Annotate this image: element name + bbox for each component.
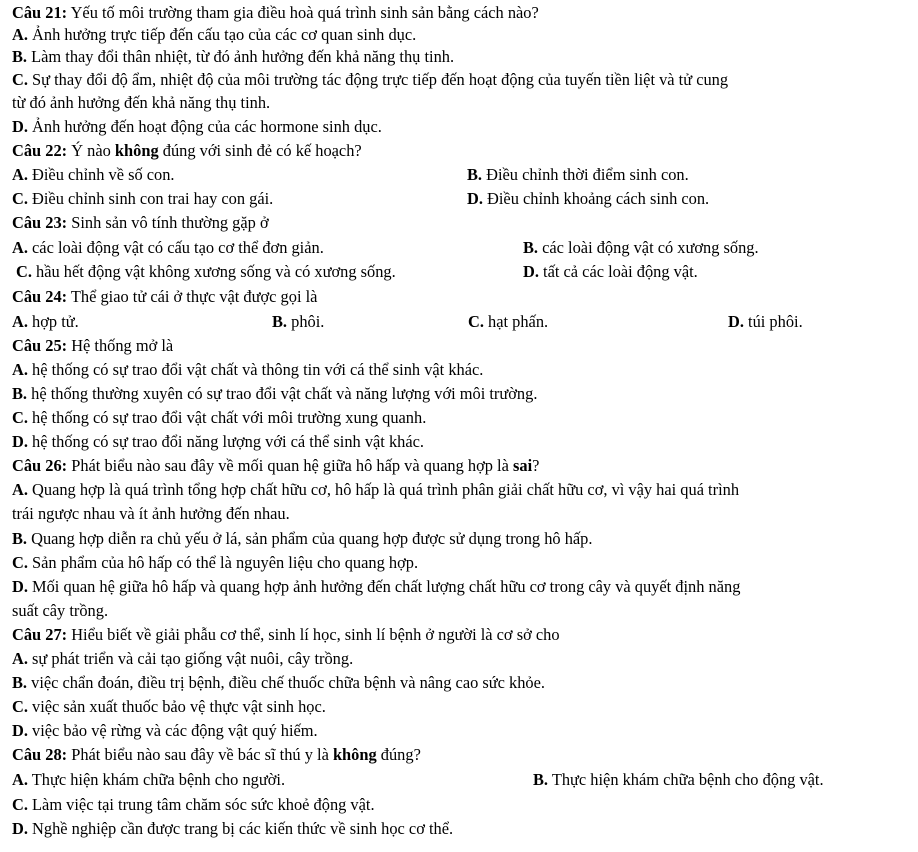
- q24-stem-text: Thể giao tử cái ở thực vật được gọi là: [67, 287, 318, 306]
- option-text: Thực hiện khám chữa bệnh cho người.: [27, 770, 286, 789]
- q21-option-a: [12, 25, 416, 45]
- q24-stem: [12, 287, 317, 307]
- q22-stem-emphasis: không: [114, 141, 159, 160]
- option-label: C.: [16, 262, 32, 281]
- q28-stem-text: Phát biểu nào sau đây về bác sĩ thú y là: [67, 745, 333, 764]
- option-text: hợp tử.: [27, 312, 79, 331]
- option-text: hệ thống có sự trao đổi vật chất và thông tin với cá thể sinh vật khác.: [27, 360, 484, 379]
- option-label: B.: [12, 47, 28, 66]
- option-text: tất cả các loài động vật.: [538, 262, 698, 281]
- option-label: D.: [12, 117, 28, 136]
- q21-option-d: [12, 117, 382, 137]
- q27-option-b: [12, 673, 545, 693]
- q21-option-c: [12, 70, 728, 90]
- q21-option-b: [12, 47, 454, 67]
- option-text: Điều chỉnh khoảng cách sinh con.: [482, 189, 710, 208]
- q25-option-c: [12, 408, 426, 428]
- q21-number: Câu 21:: [12, 3, 68, 22]
- option-label: A.: [12, 649, 28, 668]
- q22-option-b: [467, 165, 689, 185]
- q26-stem-text-end: ?: [532, 456, 540, 475]
- option-label: D.: [12, 819, 28, 838]
- option-label: C.: [12, 795, 28, 814]
- q22-stem: [12, 141, 362, 161]
- option-label: A.: [12, 770, 28, 789]
- option-label: A.: [12, 25, 28, 44]
- q26-stem: [12, 456, 539, 476]
- option-label: C.: [468, 312, 484, 331]
- option-text: Làm thay đổi thân nhiệt, từ đó ảnh hưởng đến khả năng thụ tinh.: [27, 47, 455, 66]
- option-text: hạt phấn.: [483, 312, 549, 331]
- q22-stem-text: Ý nào: [67, 141, 115, 160]
- q27-option-d: [12, 721, 318, 741]
- option-label: D.: [12, 721, 28, 740]
- option-text: việc chẩn đoán, điều trị bệnh, điều chế thuốc chữa bệnh và nâng cao sức khỏe.: [27, 673, 545, 692]
- q26-option-c: [12, 553, 418, 573]
- option-label: B.: [523, 238, 539, 257]
- q28-option-d: [12, 819, 453, 839]
- q23-option-c: [16, 262, 396, 282]
- q28-stem: [12, 745, 421, 765]
- option-label: D.: [12, 432, 28, 451]
- q27-stem: [12, 625, 560, 645]
- option-text: Ảnh hưởng trực tiếp đến cấu tạo của các cơ quan sinh dục.: [27, 25, 417, 44]
- option-label: D.: [467, 189, 483, 208]
- q26-option-d-cont: [12, 601, 108, 621]
- option-label: C.: [12, 553, 28, 572]
- option-text: hầu hết động vật không xương sống và có xương sống.: [31, 262, 396, 281]
- q24-option-b: [272, 312, 324, 332]
- option-text: Ảnh hưởng đến hoạt động của các hormone sinh dục.: [27, 117, 382, 136]
- option-label: A.: [12, 360, 28, 379]
- option-label: C.: [12, 697, 28, 716]
- q28-option-a: [12, 770, 285, 790]
- option-text: hệ thống có sự trao đổi vật chất với môi trường xung quanh.: [27, 408, 427, 427]
- option-text: Làm việc tại trung tâm chăm sóc sức khoẻ động vật.: [27, 795, 375, 814]
- option-label: B.: [467, 165, 483, 184]
- q22-number: Câu 22:: [12, 141, 68, 160]
- option-text: Mối quan hệ giữa hô hấp và quang hợp ảnh hưởng đến chất lượng chất hữu cơ trong cây và quyết định năng: [27, 577, 741, 596]
- q23-stem-text: Sinh sản vô tính thường gặp ở: [67, 213, 269, 232]
- q23-option-a: [12, 238, 324, 258]
- option-text: việc bảo vệ rừng và các động vật quý hiếm.: [27, 721, 318, 740]
- option-label: A.: [12, 312, 28, 331]
- q22-option-d: [467, 189, 709, 209]
- q26-stem-text: Phát biểu nào sau đây về mối quan hệ giữa hô hấp và quang hợp là: [67, 456, 513, 475]
- option-text: túi phôi.: [743, 312, 803, 331]
- q28-number: Câu 28:: [12, 745, 68, 764]
- option-text: Điều chỉnh sinh con trai hay con gái.: [27, 189, 274, 208]
- option-text: Điều chỉnh thời điểm sinh con.: [482, 165, 689, 184]
- q22-stem-text-end: đúng với sinh đẻ có kế hoạch?: [158, 141, 362, 160]
- option-text: phôi.: [287, 312, 325, 331]
- q28-stem-emphasis: không: [332, 745, 377, 764]
- option-text: việc sản xuất thuốc bảo vệ thực vật sinh học.: [27, 697, 326, 716]
- q25-number: Câu 25:: [12, 336, 68, 355]
- option-label: A.: [12, 238, 28, 257]
- option-text: từ đó ảnh hưởng đến khả năng thụ tinh.: [12, 93, 271, 112]
- q28-option-b: [533, 770, 824, 790]
- option-label: C.: [12, 408, 28, 427]
- q25-option-a: [12, 360, 483, 380]
- q24-option-d: [728, 312, 803, 332]
- q23-option-b: [523, 238, 759, 258]
- q22-option-a: [12, 165, 175, 185]
- option-text: Sản phẩm của hô hấp có thể là nguyên liệu cho quang hợp.: [27, 553, 419, 572]
- q23-stem: [12, 213, 269, 233]
- option-text: các loài động vật có xương sống.: [538, 238, 759, 257]
- option-label: A.: [12, 165, 28, 184]
- q21-stem: [12, 3, 539, 23]
- q27-option-c: [12, 697, 326, 717]
- q24-number: Câu 24:: [12, 287, 68, 306]
- q28-option-c: [12, 795, 375, 815]
- option-text: hệ thống có sự trao đổi năng lượng với cá thể sinh vật khác.: [27, 432, 425, 451]
- q26-stem-emphasis: sai: [513, 456, 533, 475]
- option-text: Điều chỉnh về số con.: [27, 165, 175, 184]
- q27-number: Câu 27:: [12, 625, 68, 644]
- q24-option-a: [12, 312, 79, 332]
- q26-number: Câu 26:: [12, 456, 68, 475]
- option-label: D.: [12, 577, 28, 596]
- option-label: D.: [523, 262, 539, 281]
- option-text: sự phát triển và cải tạo giống vật nuôi, cây trồng.: [27, 649, 354, 668]
- option-text: trái ngược nhau và ít ảnh hưởng đến nhau.: [12, 504, 290, 523]
- q28-stem-text-end: đúng?: [376, 745, 421, 764]
- option-label: D.: [728, 312, 744, 331]
- option-label: B.: [12, 529, 28, 548]
- q24-option-c: [468, 312, 548, 332]
- q22-option-c: [12, 189, 273, 209]
- q25-stem: [12, 336, 173, 356]
- option-text: Thực hiện khám chữa bệnh cho động vật.: [548, 770, 824, 789]
- q23-number: Câu 23:: [12, 213, 68, 232]
- option-label: B.: [12, 384, 28, 403]
- option-label: B.: [533, 770, 549, 789]
- q26-option-a-cont: [12, 504, 290, 524]
- option-label: B.: [272, 312, 288, 331]
- option-text: hệ thống thường xuyên có sự trao đổi vật chất và năng lượng với môi trường.: [27, 384, 538, 403]
- q21-stem-text: Yếu tố môi trường tham gia điều hoà quá trình sinh sản bằng cách nào?: [67, 3, 539, 22]
- q23-option-d: [523, 262, 698, 282]
- q25-option-b: [12, 384, 537, 404]
- q25-stem-text: Hệ thống mở là: [67, 336, 174, 355]
- q21-option-c-cont: [12, 93, 270, 113]
- option-text: Quang hợp là quá trình tổng hợp chất hữu cơ, hô hấp là quá trình phân giải chất hữu cơ, vì vậy hai quá trình: [27, 480, 740, 499]
- option-text: Quang hợp diễn ra chủ yếu ở lá, sản phẩm của quang hợp được sử dụng trong hô hấp.: [27, 529, 593, 548]
- option-label: A.: [12, 480, 28, 499]
- option-text: suất cây trồng.: [12, 601, 109, 620]
- q27-option-a: [12, 649, 353, 669]
- option-label: C.: [12, 70, 28, 89]
- option-text: Nghề nghiệp cần được trang bị các kiến thức về sinh học cơ thể.: [27, 819, 454, 838]
- q27-stem-text: Hiểu biết về giải phẫu cơ thể, sinh lí học, sinh lí bệnh ở người là cơ sở cho: [67, 625, 560, 644]
- option-text: các loài động vật có cấu tạo cơ thể đơn giản.: [27, 238, 324, 257]
- q26-option-b: [12, 529, 592, 549]
- option-label: C.: [12, 189, 28, 208]
- option-text: Sự thay đổi độ ẩm, nhiệt độ của môi trường tác động trực tiếp đến hoạt động của tuyến tiền liệt và tử cung: [27, 70, 729, 89]
- q26-option-a: [12, 480, 739, 500]
- option-label: B.: [12, 673, 28, 692]
- q25-option-d: [12, 432, 424, 452]
- q26-option-d: [12, 577, 740, 597]
